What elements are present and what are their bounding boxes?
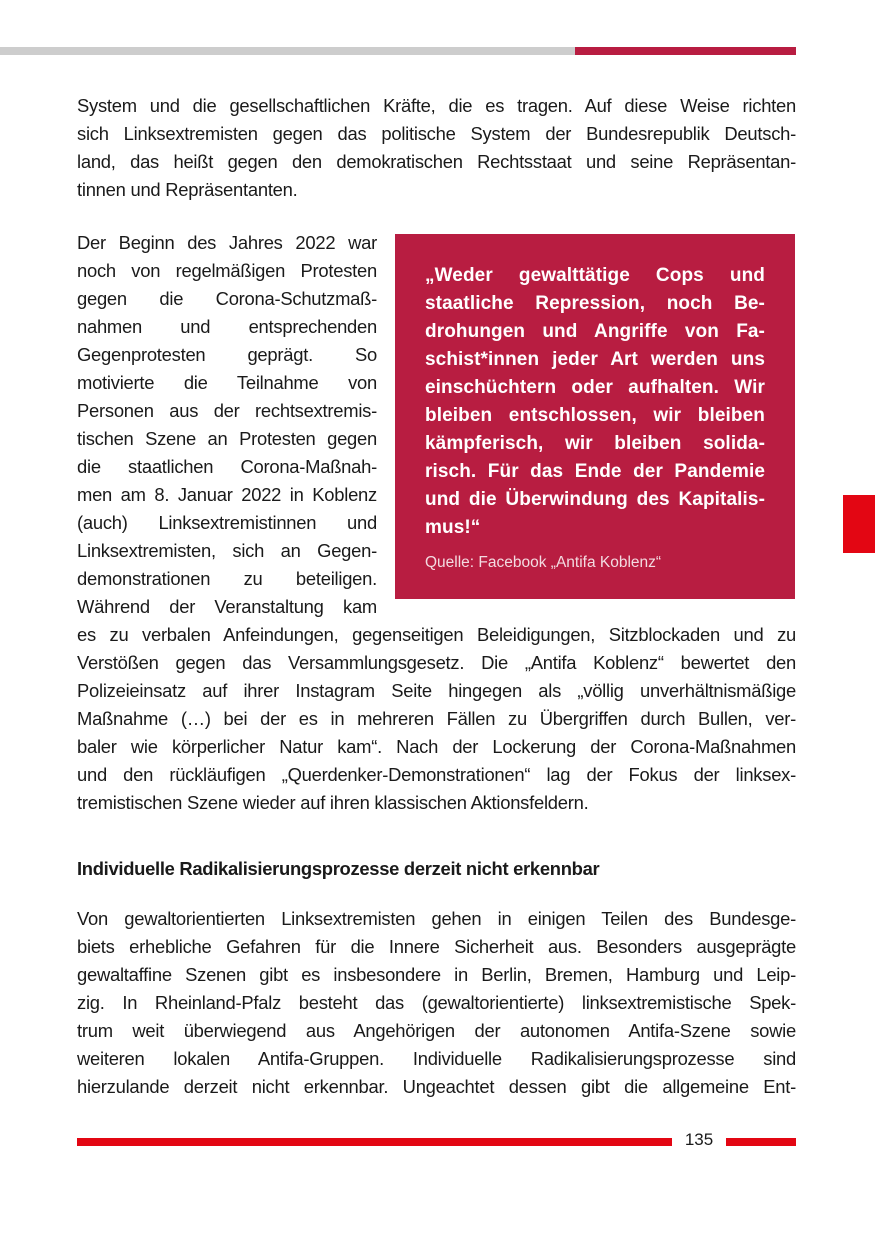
quote-line: schist*innen jeder Art werden uns (425, 349, 765, 370)
text-line: Verstößen gegen das Versammlungsgesetz. Die „Antifa Koblenz“ bewertet den (77, 652, 796, 673)
page-number: 135 (684, 1130, 714, 1149)
text-line: Polizeieinsatz auf ihrer Instagram Seite hingegen als „völlig unverhältnismäßige (77, 680, 796, 701)
text-line: tinnen und Repräsentanten. (77, 179, 298, 200)
text-line: Maßnahme (…) bei der es in mehreren Fällen zu Übergriffen durch Bullen, ver- (77, 708, 796, 729)
text-line: gewaltaffine Szenen gibt es insbesondere in Berlin, Bremen, Hamburg und Leip- (77, 964, 796, 985)
text-line: System und die gesellschaftlichen Kräfte, die es tragen. Auf diese Weise richten (77, 95, 796, 116)
text-line: und den rückläufigen „Querdenker-Demonstrationen“ lag der Fokus der linksex- (77, 764, 796, 785)
paragraph-column-beside-quote (77, 229, 377, 621)
quote-line: kämpferisch, wir bleiben solida- (425, 433, 765, 454)
chapter-tab-marker (843, 495, 875, 553)
paragraph-continuation (77, 621, 796, 817)
quote-box (395, 234, 795, 599)
quote-line: und die Überwindung des Kapitalis- (425, 489, 765, 510)
footer-red-rule-left (77, 1138, 672, 1146)
text-line: Personen aus der rechtsextremis- (77, 400, 377, 421)
text-line: Linksextremisten, sich an Gegen- (77, 540, 377, 561)
text-line: motivierte die Teilnahme von (77, 372, 377, 393)
text-line: land, das heißt gegen den demokratischen Rechtsstaat und seine Repräsentan- (77, 151, 796, 172)
quote-line: staatliche Repression, noch Be- (425, 293, 765, 314)
quote-line: mus!“ (425, 517, 481, 538)
quote-line: risch. Für das Ende der Pandemie (425, 461, 765, 482)
text-line: biets erhebliche Gefahren für die Innere Sicherheit aus. Besonders ausgeprägte (77, 936, 796, 957)
text-line: Während der Veranstaltung kam (77, 596, 377, 617)
text-line: hierzulande derzeit nicht erkennbar. Ungeachtet dessen gibt die allgemeine Ent- (77, 1076, 796, 1097)
paragraph-radicalization (77, 905, 796, 1101)
footer-red-rule-right (726, 1138, 796, 1146)
text-line: die staatlichen Corona-Maßnah- (77, 456, 377, 477)
text-line: gegen die Corona-Schutzmaß- (77, 288, 377, 309)
text-line: sich Linksextremisten gegen das politische System der Bundesrepublik Deutsch- (77, 123, 796, 144)
quote-line: einschüchtern oder aufhalten. Wir (425, 377, 765, 398)
text-line: demonstrationen zu beteiligen. (77, 568, 377, 589)
quote-text (425, 262, 765, 542)
text-line: es zu verbalen Anfeindungen, gegenseitigen Beleidigungen, Sitzblockaden und zu (77, 624, 796, 645)
text-line: tremistischen Szene wieder auf ihren klassischen Aktionsfeldern. (77, 792, 589, 813)
text-line: weiteren lokalen Antifa-Gruppen. Individuelle Radikalisierungsprozesse sind (77, 1048, 796, 1069)
quote-line: bleiben entschlossen, wir bleiben (425, 405, 765, 426)
text-line: Der Beginn des Jahres 2022 war (77, 232, 377, 253)
text-line: baler wie körperlicher Natur kam“. Nach der Lockerung der Corona-Maßnahmen (77, 736, 796, 757)
header-grey-bar (0, 47, 575, 55)
text-line: Gegenprotesten geprägt. So (77, 344, 377, 365)
text-line: nahmen und entsprechenden (77, 316, 377, 337)
text-line: trum weit überwiegend aus Angehörigen der autonomen Antifa-Szene sowie (77, 1020, 796, 1041)
quote-line: „Weder gewalttätige Cops und (425, 265, 765, 286)
paragraph-intro (77, 92, 796, 204)
quote-line: drohungen und Angriffe von Fa- (425, 321, 765, 342)
text-line: (auch) Linksextremistinnen und (77, 512, 377, 533)
text-line: Von gewaltorientierten Linksextremisten gehen in einigen Teilen des Bundesge- (77, 908, 796, 929)
quote-source: Quelle: Facebook „Antifa Koblenz“ (425, 554, 662, 571)
header-red-bar (575, 47, 796, 55)
text-line: tischen Szene an Protesten gegen (77, 428, 377, 449)
text-line: men am 8. Januar 2022 in Koblenz (77, 484, 377, 505)
text-line: zig. In Rheinland-Pfalz besteht das (gewaltorientierte) linksextremistische Spek- (77, 992, 796, 1013)
text-line: noch von regelmäßigen Protesten (77, 260, 377, 281)
section-heading: Individuelle Radikalisierungsprozesse derzeit nicht erkennbar (77, 858, 600, 879)
